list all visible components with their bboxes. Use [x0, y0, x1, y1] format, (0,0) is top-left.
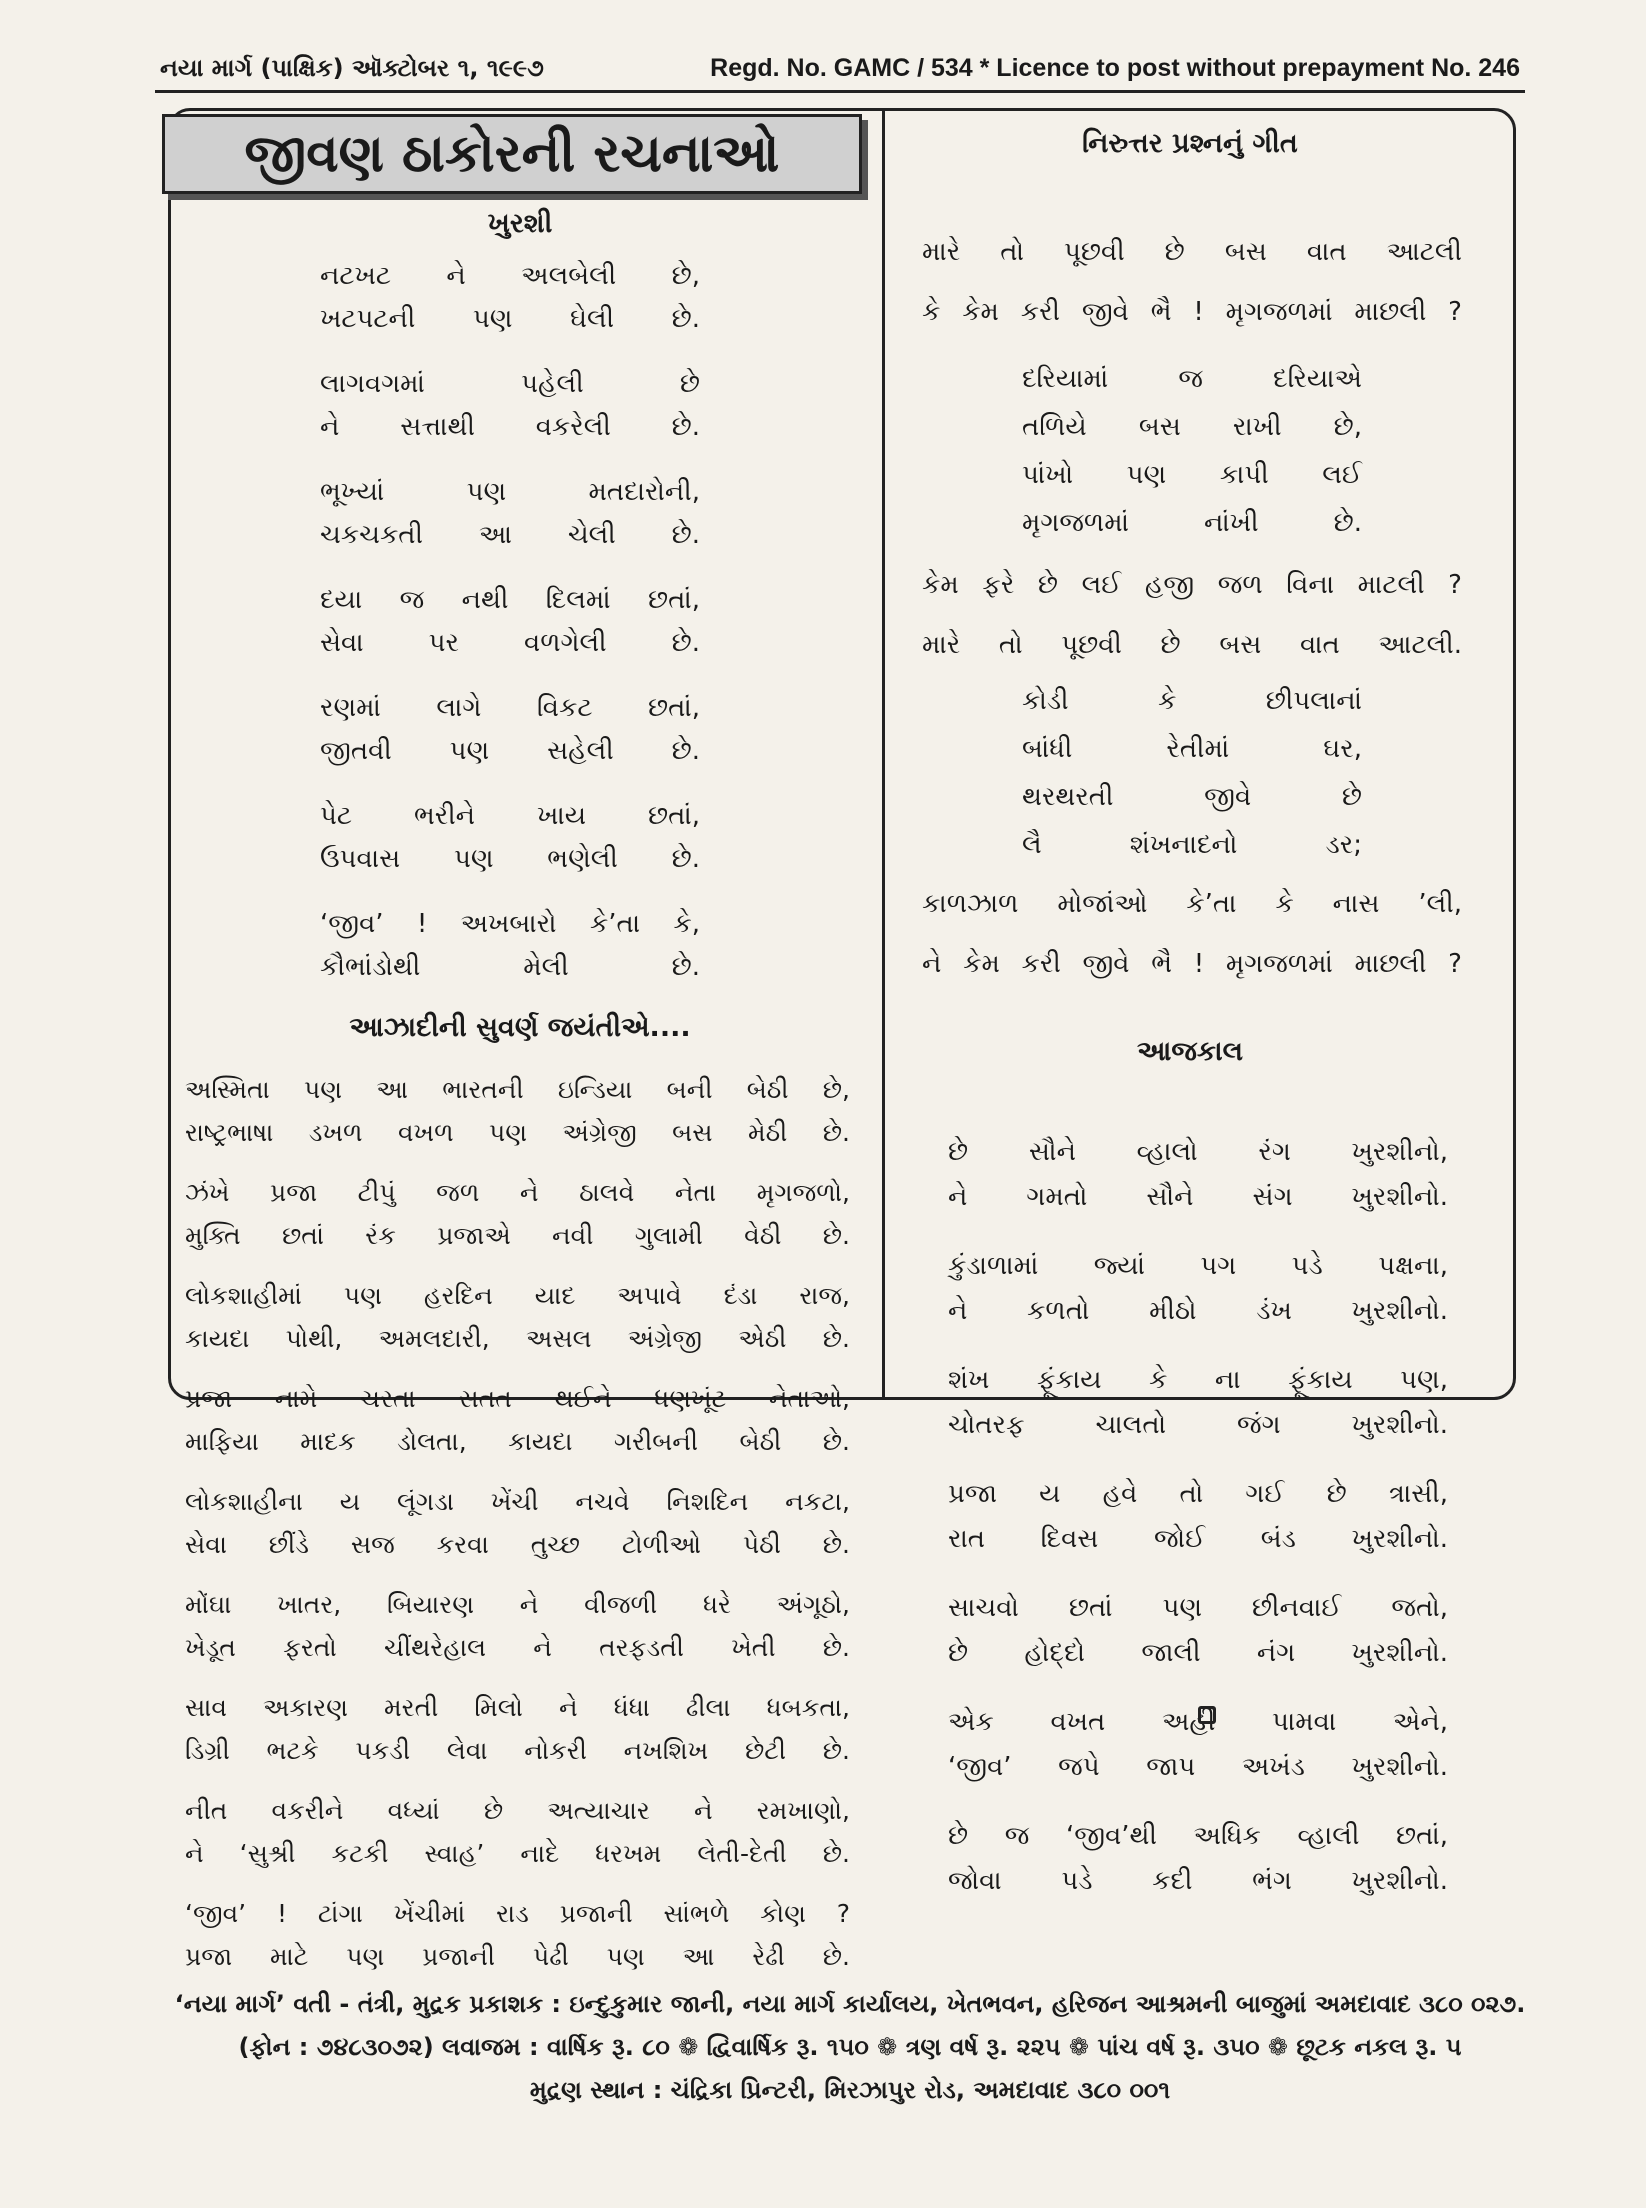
poem-line: સાચવો છતાં પણ છીનવાઈ જતો, — [948, 1593, 1448, 1623]
poem-line: નીત વકરીને વધ્યાં છે અત્યાચાર ને રમખાણો, — [185, 1796, 850, 1825]
end-mark — [1198, 1706, 1216, 1724]
poem-line: ખેડૂત ફરતો ચીંથરેહાલ ને તરફડતી ખેતી છે. — [185, 1633, 850, 1662]
poem-line: ડિગ્રી ભટકે પકડી લેવા નોકરી નખશિખ છેટી છે. — [185, 1736, 850, 1765]
poem-niruttar-stanza-2 — [1022, 355, 1362, 547]
column-divider — [882, 110, 885, 1398]
poem-line: જોવા પડે કદી ભંગ ખુરશીનો. — [948, 1866, 1448, 1896]
poem-line: ઝંખે પ્રજા ટીપું જળ ને ઠાલવે નેતા મૃગજળો, — [185, 1178, 850, 1207]
poem-line: મારે તો પૂછવી છે બસ વાત આટલી — [922, 237, 1462, 267]
poem-line: રણમાં લાગે વિકટ છતાં, — [320, 693, 700, 723]
poem-azadi — [185, 1068, 850, 1978]
poem-line: પ્રજા માટે પણ પ્રજાની પેઢી પણ આ રેઢી છે. — [185, 1942, 850, 1971]
poem-line: કેમ ફરે છે લઈ હજી જળ વિના માટલી ? — [922, 570, 1462, 600]
poem-line: છે સૌને વ્હાલો રંગ ખુરશીનો, — [948, 1137, 1448, 1167]
footer-printer: મુદ્રણ સ્થાન : ચંદ્રિકા પ્રિન્ટરી, મિરઝાપુર રોડ, અમદાવાદ ૩૮૦ ૦૦૧ — [529, 2076, 1171, 2104]
footer-subscription: (ફોન : ૭૪૮૩૦૭૨) લવાજમ : વાર્ષિક રૂ. ૮૦ ❁ દ્વિવાર્ષિક રૂ. ૧૫૦ ❁ ત્રણ વર્ષ રૂ. ૨૨૫ ❁ પાંચ વર્ષ રૂ. ૩૫૦ ❁ છૂટક નકલ રૂ. ૫ — [238, 2033, 1462, 2061]
poem-line: છે હોદ્દો જાલી નંગ ખુરશીનો. — [948, 1638, 1448, 1668]
poem-khurshi-title: ખુરશી — [487, 208, 553, 239]
poem-line: લોકશાહીમાં પણ હરદિન યાદ અપાવે દંડા રાજ, — [185, 1281, 850, 1310]
poem-line: કે કેમ કરી જીવે ભૈ ! મૃગજળમાં માછલી ? — [922, 297, 1462, 327]
poem-niruttar-stanza-4 — [1022, 677, 1362, 869]
poem-line: ‘જીવ’ ! અખબારો કે’તા કે, — [320, 909, 700, 939]
poem-line: ઉપવાસ પણ ભણેલી છે. — [320, 844, 700, 874]
poem-line: ચકચકતી આ ચેલી છે. — [320, 520, 700, 550]
poem-line: મુક્તિ છતાં રંક પ્રજાએ નવી ગુલામી વેઠી છે. — [185, 1221, 850, 1250]
poem-line: તળિયે બસ રાખી છે, — [1022, 412, 1362, 442]
poem-line: નટખટ ને અલબેલી છે, — [320, 261, 700, 291]
poem-line: થરથરતી જીવે છે — [1022, 782, 1362, 812]
poem-line: જીતવી પણ સહેલી છે. — [320, 736, 700, 766]
poem-line: ને ‘સુશ્રી કટકી સ્વાહ’ નાદે ધરખમ લેતી-દેતી છે. — [185, 1839, 850, 1868]
poem-line: ‘જીવ’ ! ટાંગા ખેંચીમાં રાડ પ્રજાની સાંભળે કોણ ? — [185, 1899, 850, 1928]
poem-line: બાંધી રેતીમાં ઘર, — [1022, 734, 1362, 764]
poem-line: મારે તો પૂછવી છે બસ વાત આટલી. — [922, 630, 1462, 660]
poem-line: દરિયામાં જ દરિયાએ — [1022, 364, 1362, 394]
running-header — [160, 48, 1520, 88]
poem-line: ભૂખ્યાં પણ મતદારોની, — [320, 477, 700, 507]
poem-line: પ્રજા નામે ચરતા સતત થઈને ધણખૂંટ નેતાઓ, — [185, 1384, 850, 1413]
poem-niruttar-stanza-3 — [922, 555, 1462, 675]
poem-line: ને ગમતો સૌને સંગ ખુરશીનો. — [948, 1182, 1448, 1212]
poem-line: પ્રજા ય હવે તો ગઈ છે ત્રાસી, — [948, 1479, 1448, 1509]
poem-line: છે જ ‘જીવ’થી અધિક વ્હાલી છતાં, — [948, 1821, 1448, 1851]
poem-line: શંખ ફૂંકાય કે ના ફૂંકાય પણ, — [948, 1365, 1448, 1395]
poem-line: ને કળતો મીઠો ડંખ ખુરશીનો. — [948, 1296, 1448, 1326]
poem-niruttar-title: નિરુત્તર પ્રશ્નનું ગીત — [1082, 128, 1298, 159]
poem-line: કૌભાંડોથી મેલી છે. — [320, 952, 700, 982]
poem-line: કાયદા પોથી, અમલદારી, અસલ અંગ્રેજી એઠી છે. — [185, 1324, 850, 1353]
poem-line: પાંખો પણ કાપી લઈ — [1022, 460, 1362, 490]
poem-line: ને કેમ કરી જીવે ભૈ ! મૃગજળમાં માછલી ? — [922, 949, 1462, 979]
poem-line: મોંઘા ખાતર, બિયારણ ને વીજળી ધરે અંગૂઠો, — [185, 1590, 850, 1619]
poem-line: માફિયા માદક ડોલતા, કાયદા ગરીબની બેઠી છે. — [185, 1427, 850, 1456]
poem-line: સેવા છીંડે સજ કરવા તુચ્છ ટોળીઓ પેઠી છે. — [185, 1530, 850, 1559]
poem-line: પેટ ભરીને ખાય છતાં, — [320, 801, 700, 831]
poem-line: સાવ અકારણ મરતી મિલો ને ધંધા ઢીલા ધબકતા, — [185, 1693, 850, 1722]
poem-niruttar-stanza-1 — [922, 222, 1462, 342]
poem-line: લૈ શંખનાદનો ડર; — [1022, 830, 1362, 860]
poem-line: લોકશાહીના ય લૂંગડા ખેંચી નચવે નિશદિન નકટા, — [185, 1487, 850, 1516]
poem-khurshi — [320, 255, 700, 989]
poem-line: મૃગજળમાં નાંખી છે. — [1022, 508, 1362, 538]
poem-niruttar-stanza-5 — [922, 874, 1462, 994]
poem-line: રાષ્ટ્રભાષા ડખળ વખળ પણ અંગ્રેજી બસ મેઠી છે. — [185, 1118, 850, 1147]
poem-line: એક વખત અહીં પામવા એને, — [948, 1707, 1448, 1737]
header-issue: નયા માર્ગ (પાક્ષિક) ઑક્ટોબર ૧, ૧૯૯૭ — [160, 54, 544, 82]
poem-ajkal-title: આજકાલ — [1137, 1036, 1243, 1067]
poem-line: રાત દિવસ જોઈ બંડ ખુરશીનો. — [948, 1524, 1448, 1554]
page-title: જીવણ ઠાકોરની રચનાઓ — [162, 114, 862, 194]
poem-line: લાગવગમાં પહેલી છે — [320, 369, 700, 399]
poem-line: કોડી કે છીપલાનાં — [1022, 686, 1362, 716]
poem-line: ‘જીવ’ જપે જાપ અખંડ ખુરશીનો. — [948, 1752, 1448, 1782]
poem-line: ચોતરફ ચાલતો જંગ ખુરશીનો. — [948, 1410, 1448, 1440]
poem-line: કાળઝાળ મોજાંઓ કે’તા કે નાસ ’લી, — [922, 889, 1462, 919]
poem-line: અસ્મિતા પણ આ ભારતની ઇન્ડિયા બની બેઠી છે, — [185, 1075, 850, 1104]
header-rule — [155, 90, 1525, 93]
poem-line: ખટપટની પણ ઘેલી છે. — [320, 304, 700, 334]
poem-line: ને સત્તાથી વકરેલી છે. — [320, 412, 700, 442]
poem-line: સેવા પર વળગેલી છે. — [320, 628, 700, 658]
footer-publisher: ‘નયા માર્ગ’ વતી - તંત્રી, મુદ્રક પ્રકાશક : ઇન્દુકુમાર જાની, નયા માર્ગ કાર્યાલય, ખેતભવન, હરિજન આશ્રમની બાજુમાં અમદાવાદ ૩૮૦ ૦૨૭. — [174, 1990, 1526, 2018]
poem-ajkal — [948, 1130, 1448, 1904]
poem-azadi-title: આઝાદીની સુવર્ણ જયંતીએ.... — [349, 1012, 691, 1043]
poem-line: કુંડાળામાં જ્યાં પગ પડે પક્ષના, — [948, 1251, 1448, 1281]
poem-line: દયા જ નથી દિલમાં છતાં, — [320, 585, 700, 615]
header-registration: Regd. No. GAMC / 534 * Licence to post without prepayment No. 246 — [710, 53, 1520, 82]
